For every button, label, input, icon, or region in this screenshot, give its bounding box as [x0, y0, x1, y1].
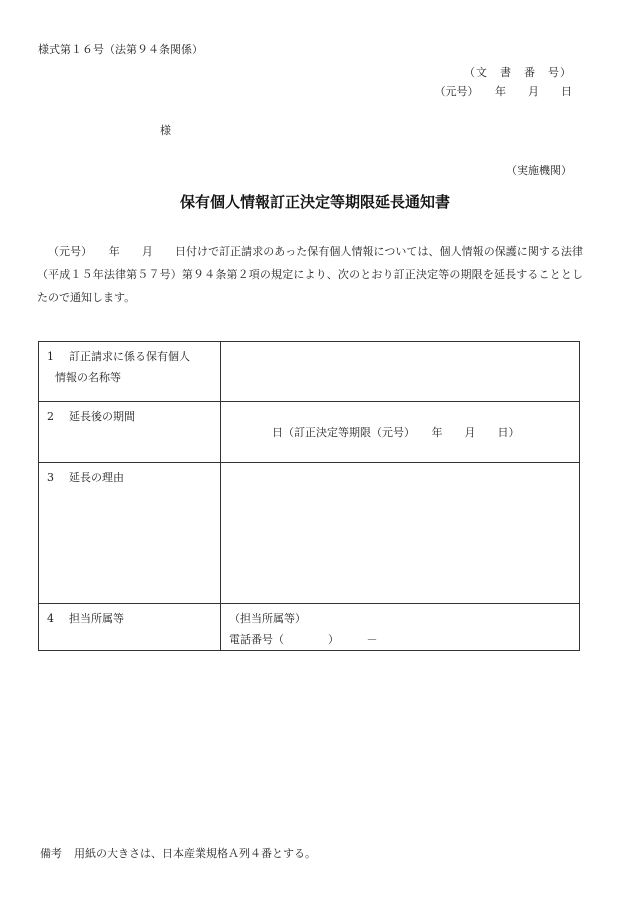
- row-value-department[interactable]: [221, 604, 580, 651]
- row-value-extended-period[interactable]: [221, 402, 580, 463]
- row-number: 4: [47, 612, 54, 625]
- form-number: 様式第１６号（法第９４条関係）: [38, 43, 203, 56]
- row-value-personal-info-name[interactable]: [221, 342, 580, 402]
- row-label-line2: 情報の名称等: [55, 371, 121, 384]
- row-label-personal-info-name: [39, 342, 221, 402]
- notice-body-text: （元号） 年 月 日付けで訂正請求のあった保有個人情報については、個人情報の保護に関する法律（平成１５年法律第５７号）第９４条第２項の規定により、次のとおり訂正決定等の期限を延長することとしたので通知します。: [37, 245, 583, 304]
- row-number: 2: [47, 410, 54, 423]
- remark-label: 備考: [40, 847, 62, 860]
- remark-text: 用紙の大きさは、日本産業規格Ａ列４番とする。: [74, 847, 316, 860]
- extended-period-text: 日（訂正決定等期限（元号） 年 月 日）: [272, 426, 520, 439]
- row-label-text: 担当所属等: [69, 612, 124, 625]
- addressee-suffix: 様: [160, 124, 171, 137]
- table-row-extension-reason: [39, 463, 580, 604]
- row-label-extension-reason: [39, 463, 221, 604]
- table-row-personal-info-name: [39, 342, 580, 402]
- table-row-extended-period: [39, 402, 580, 463]
- row-value-extension-reason[interactable]: [221, 463, 580, 604]
- row-number: 1: [47, 350, 54, 363]
- phone-number-label: 電話番号（ ） －: [229, 633, 378, 646]
- document-title: 保有個人情報訂正決定等期限延長通知書: [179, 193, 450, 211]
- implementing-agency: （実施機関）: [506, 164, 572, 177]
- row-label-department: [39, 604, 221, 651]
- document-number: （文 書 番 号）: [464, 66, 572, 79]
- row-label-extended-period: [39, 402, 221, 463]
- department-name-label: （担当所属等）: [229, 612, 306, 625]
- table-row-department: [39, 604, 580, 651]
- row-label-line1: 訂正請求に係る保有個人: [69, 350, 190, 363]
- remark: [40, 847, 316, 860]
- issue-date-line: （元号） 年 月 日: [434, 85, 572, 98]
- row-label-text: 延長後の期間: [69, 410, 135, 423]
- details-table: [38, 341, 580, 651]
- row-label-text: 延長の理由: [69, 471, 124, 484]
- row-number: 3: [47, 471, 54, 484]
